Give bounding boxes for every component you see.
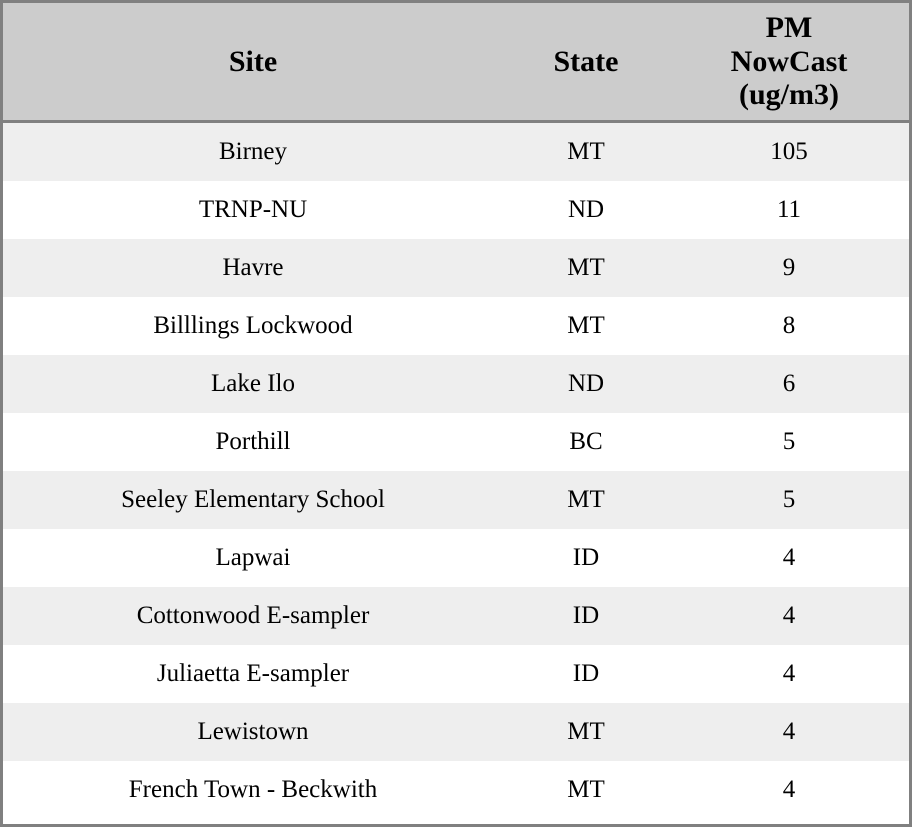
cell-value: 5 [782, 485, 796, 513]
cell-site: TRNP-NU [198, 195, 308, 223]
cell-state: ID [572, 543, 600, 571]
table-row [3, 761, 909, 819]
cell-state: MT [567, 485, 605, 513]
table-row [3, 413, 909, 471]
cell-site: Lewistown [197, 717, 309, 745]
cell-value: 4 [782, 717, 796, 745]
column-header-pm-nowcast [669, 3, 909, 121]
table-row [3, 471, 909, 529]
cell-site: Billlings Lockwood [153, 311, 353, 339]
air-quality-table [3, 3, 909, 819]
column-header-pm-nowcast-line-3: (ug/m3) [739, 78, 839, 112]
cell-state: MT [567, 717, 605, 745]
table-row [3, 587, 909, 645]
cell-value: 105 [770, 137, 808, 165]
cell-state: MT [567, 253, 605, 281]
cell-site: Lapwai [215, 543, 291, 571]
table-header-row [3, 3, 909, 121]
cell-site: Birney [218, 137, 288, 165]
cell-state: ND [567, 195, 605, 223]
column-header-site-line-1: Site [228, 44, 278, 78]
cell-value: 4 [782, 543, 796, 571]
cell-state: MT [567, 311, 605, 339]
table-row [3, 355, 909, 413]
cell-site: Juliaetta E-sampler [156, 659, 350, 687]
table-row [3, 297, 909, 355]
cell-site: Seeley Elementary School [121, 485, 385, 513]
cell-state: BC [569, 427, 603, 455]
column-header-pm-nowcast-line-2: NowCast [730, 44, 848, 78]
cell-state: ID [572, 601, 600, 629]
cell-value: 8 [782, 311, 796, 339]
table-row [3, 645, 909, 703]
cell-value: 5 [782, 427, 796, 455]
column-header-site [3, 3, 503, 121]
cell-value: 4 [782, 659, 796, 687]
cell-state: MT [567, 137, 605, 165]
table-body [3, 121, 909, 819]
table-header [3, 3, 909, 121]
table-row [3, 181, 909, 239]
table-row [3, 529, 909, 587]
cell-value: 4 [782, 775, 796, 803]
column-header-pm-nowcast-line-1: PM [765, 11, 813, 44]
cell-state: ND [567, 369, 605, 397]
cell-value: 9 [782, 253, 796, 281]
table-row [3, 239, 909, 297]
table-row [3, 121, 909, 181]
column-header-state [503, 3, 669, 121]
column-header-state-line-1: State [553, 44, 619, 78]
cell-site: French Town - Beckwith [128, 775, 378, 803]
cell-value: 4 [782, 601, 796, 629]
cell-value: 6 [782, 369, 796, 397]
cell-site: Porthill [215, 427, 291, 455]
cell-state: MT [567, 775, 605, 803]
cell-site: Cottonwood E-sampler [136, 601, 370, 629]
cell-value: 11 [776, 195, 802, 223]
cell-site: Lake Ilo [211, 369, 295, 397]
cell-site: Havre [222, 253, 284, 281]
table-row [3, 703, 909, 761]
cell-state: ID [572, 659, 600, 687]
